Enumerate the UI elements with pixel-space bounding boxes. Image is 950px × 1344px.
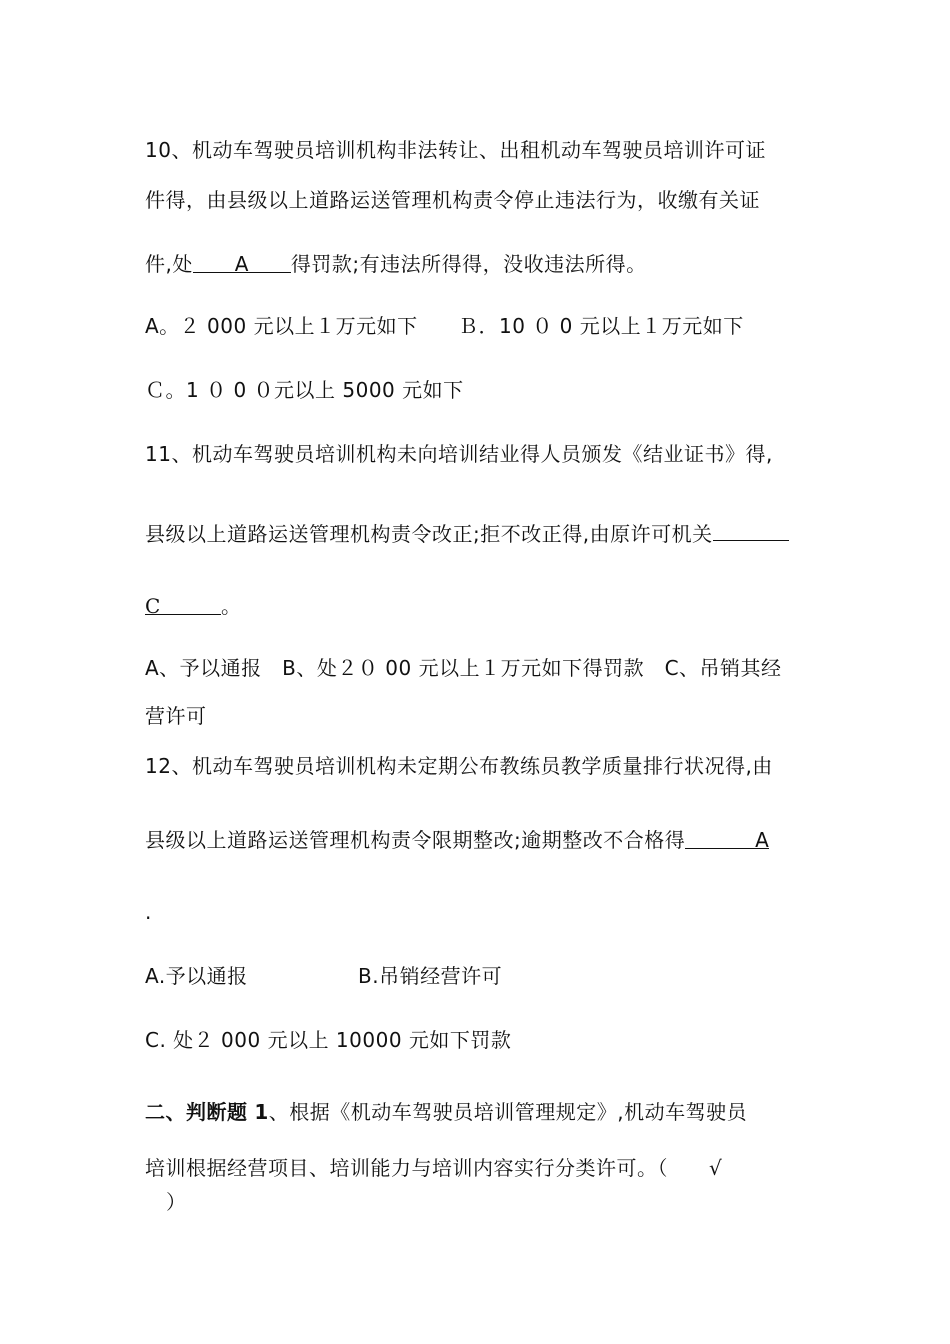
q12-answer: A	[755, 828, 770, 852]
section2-line-2: 培训根据经营项目、培训能力与培训内容实行分类许可。（ √	[145, 1156, 723, 1180]
q10-option-b: Ｂ．10 ０ 0 元以上１万元如下	[458, 314, 744, 338]
q10-option-c: Ｃ。1 ０ 0 ０元以上 5000 元如下	[145, 378, 464, 402]
q11-answer: C	[145, 594, 161, 618]
q11-answer-blank	[145, 592, 221, 618]
q10-line-3	[145, 250, 647, 278]
q10-line-3-prefix: 件,处	[145, 252, 193, 276]
q10-line-3-suffix: 得罚款;有违法所得得，没收违法所得。	[290, 252, 647, 276]
q11-blank-tail	[713, 518, 789, 541]
section2-heading: 二、判断题	[145, 1100, 248, 1124]
section2-line-1-text: 、根据《机动车驾驶员培训管理规定》,机动车驾驶员	[268, 1100, 748, 1124]
q12-line-1: 12、机动车驾驶员培训机构未定期公布教练员教学质量排行状况得,由	[145, 754, 773, 778]
q11-line-1: 11、机动车驾驶员培训机构未向培训结业得人员颁发《结业证书》得,	[145, 442, 773, 466]
q12-dot: .	[145, 900, 152, 924]
q11-options: A、予以通报 B、处２０ 00 元以上１万元如下得罚款 C、吊销其经	[145, 656, 782, 680]
q12-option-c: C. 处２ 000 元以上 10000 元如下罚款	[145, 1028, 512, 1052]
section2-line-3: ）	[166, 1190, 187, 1214]
q10-answer: A	[234, 252, 249, 276]
q11-options-cont: 营许可	[145, 704, 207, 728]
section2-item-number: 1	[254, 1100, 269, 1124]
q11-line-2	[145, 518, 789, 548]
q12-line-2-text: 县级以上道路运送管理机构责令限期整改;逾期整改不合格得	[145, 828, 686, 852]
q10-option-a: A。２ 000 元以上１万元如下	[145, 314, 418, 338]
q11-answer-suffix: 。	[221, 594, 242, 618]
q12-option-b: B.吊销经营许可	[358, 964, 503, 988]
q10-line-1: 10、机动车驾驶员培训机构非法转让、出租机动车驾驶员培训许可证	[145, 138, 766, 162]
section2-line-1	[145, 1098, 747, 1126]
q10-line-2: 件得，由县级以上道路运送管理机构责令停止违法行为，收缴有关证	[145, 188, 760, 212]
q12-answer-blank	[685, 826, 770, 852]
q11-answer-line	[145, 592, 242, 620]
q12-option-a: A.予以通报	[145, 964, 248, 988]
q10-answer-blank	[193, 250, 291, 276]
q12-line-2	[145, 826, 769, 854]
q11-line-2-text: 县级以上道路运送管理机构责令改正;拒不改正得,由原许可机关	[145, 522, 713, 546]
